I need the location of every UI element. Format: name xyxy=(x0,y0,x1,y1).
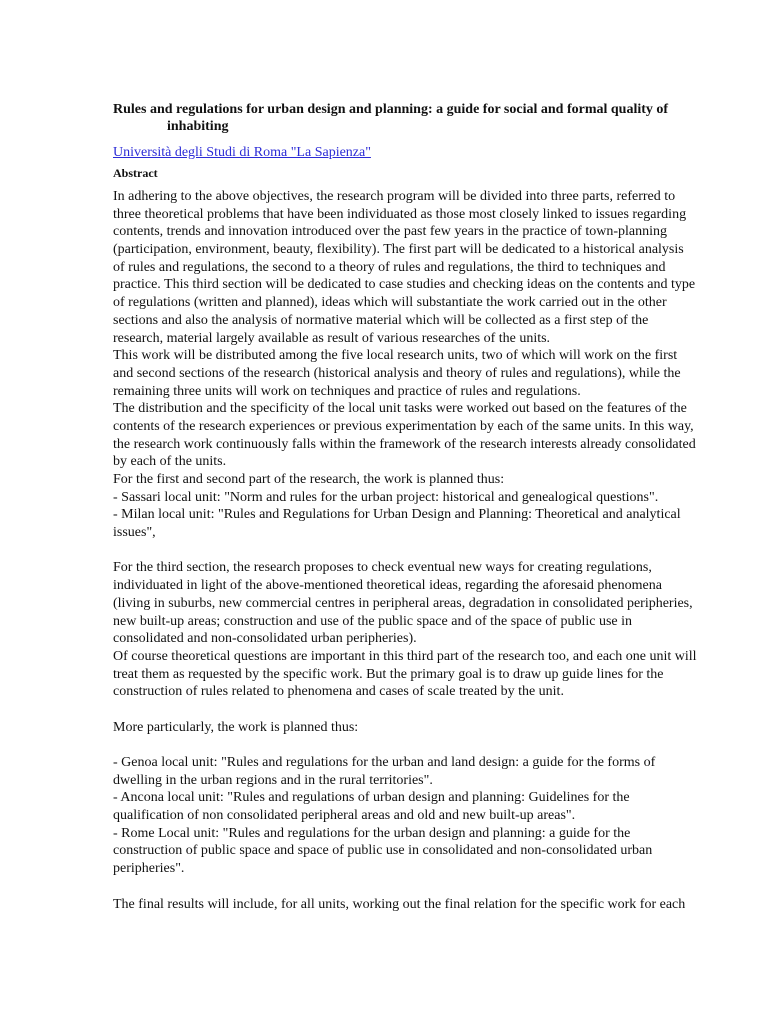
title-line-2: inhabiting xyxy=(167,119,229,134)
body-line: of rules and regulations, the second to a theory of rules and regulations, the third to techniques and xyxy=(113,259,666,275)
blank-line xyxy=(113,736,743,754)
body-line: practice. This third section will be dedicated to case studies and checking ideas on the contents and type xyxy=(113,277,696,293)
body-line: individuated in light of the above-mentioned theoretical ideas, regarding the aforesaid phenomena xyxy=(113,578,662,594)
blank-line xyxy=(113,701,743,719)
body-line: The final results will include, for all units, working out the final relation for the specific work for each xyxy=(113,896,686,912)
body-line: For the third section, the research proposes to check eventual new ways for creating regulations, xyxy=(113,560,652,576)
body-line: research, material largely available as result of various researches of the units. xyxy=(113,330,551,346)
body-line: consolidated and non-consolidated urban peripheries). xyxy=(113,631,417,647)
body-line: and second sections of the research (historical analysis and theory of rules and regulations), while the xyxy=(113,365,681,381)
body-line: remaining three units will work on techniques and practice of rules and regulations. xyxy=(113,383,581,399)
body-line: The distribution and the specificity of the local unit tasks were worked out based on the features of the xyxy=(113,401,687,417)
body-line: - Genoa local unit: "Rules and regulations for the urban and land design: a guide for the forms of xyxy=(113,755,656,770)
body-line: contents of the research experiences or previous experimentation by each of the same units. In this way, xyxy=(113,418,694,434)
blank-line xyxy=(113,542,743,560)
body-line: the research work continuously falls within the framework of the research interests already consolidated xyxy=(113,436,696,452)
body-line: - Milan local unit: "Rules and Regulations for Urban Design and Planning: Theoretical and analytical xyxy=(113,507,681,523)
body-line: sections and also the analysis of normative material which will be collected as a first step of the xyxy=(113,312,649,328)
blank-line xyxy=(113,878,743,896)
abstract-heading: Abstract xyxy=(113,166,158,180)
affiliation-link[interactable]: Università degli Studi di Roma "La Sapienza" xyxy=(113,145,371,160)
body-line: - Rome Local unit: "Rules and regulations for the urban design and planning: a guide for the xyxy=(113,825,631,841)
body-line: For the first and second part of the research, the work is planned thus: xyxy=(113,472,505,487)
abstract-body xyxy=(113,188,743,913)
body-line: In adhering to the above objectives, the research program will be divided into three parts, referred to xyxy=(113,189,676,204)
body-line: contents, trends and innovation introduced over the past few years in the practice of town-planning xyxy=(113,224,667,240)
body-line: qualification of non consolidated peripheral areas and old and new built-up areas". xyxy=(113,808,576,824)
body-line: issues", xyxy=(113,525,156,541)
body-line: peripheries". xyxy=(113,861,185,877)
title-line-1: Rules and regulations for urban design and planning: a guide for social and formal quality of xyxy=(113,102,669,117)
body-line: three theoretical problems that have been individuated as those most closely linked to issues regarding xyxy=(113,206,687,222)
body-line: (participation, environment, beauty, flexibility). The first part will be dedicated to a historical analysis xyxy=(113,242,684,258)
body-line: of regulations (written and planned), ideas which will substantiate the work carried out in the other xyxy=(113,295,667,311)
body-line: dwelling in the urban regions and in the rural territories". xyxy=(113,772,433,788)
body-line: This work will be distributed among the five local research units, two of which will work on the first xyxy=(113,348,678,364)
body-line: Of course theoretical questions are important in this third part of the research too, and each one unit will xyxy=(113,648,697,664)
body-line: - Ancona local unit: "Rules and regulations of urban design and planning: Guidelines for the xyxy=(113,790,630,806)
body-line: construction of public space and space of public use in consolidated and non-consolidated urban xyxy=(113,843,653,859)
body-line: treat them as requested by the specific work. But the primary goal is to draw up guide lines for the xyxy=(113,666,664,682)
body-line: by each of the units. xyxy=(113,454,227,470)
body-line: (living in suburbs, new commercial centres in peripheral areas, degradation in consolidated peripheries, xyxy=(113,595,693,611)
body-line: construction of rules related to phenomena and cases of scale treated by the unit. xyxy=(113,684,564,700)
body-line: new built-up areas; construction and use of the public space and of the space of public use in xyxy=(113,613,633,629)
body-line: More particularly, the work is planned thus: xyxy=(113,719,359,735)
document-title xyxy=(113,101,733,135)
body-line: - Sassari local unit: "Norm and rules for the urban project: historical and genealogical questions". xyxy=(113,489,659,505)
